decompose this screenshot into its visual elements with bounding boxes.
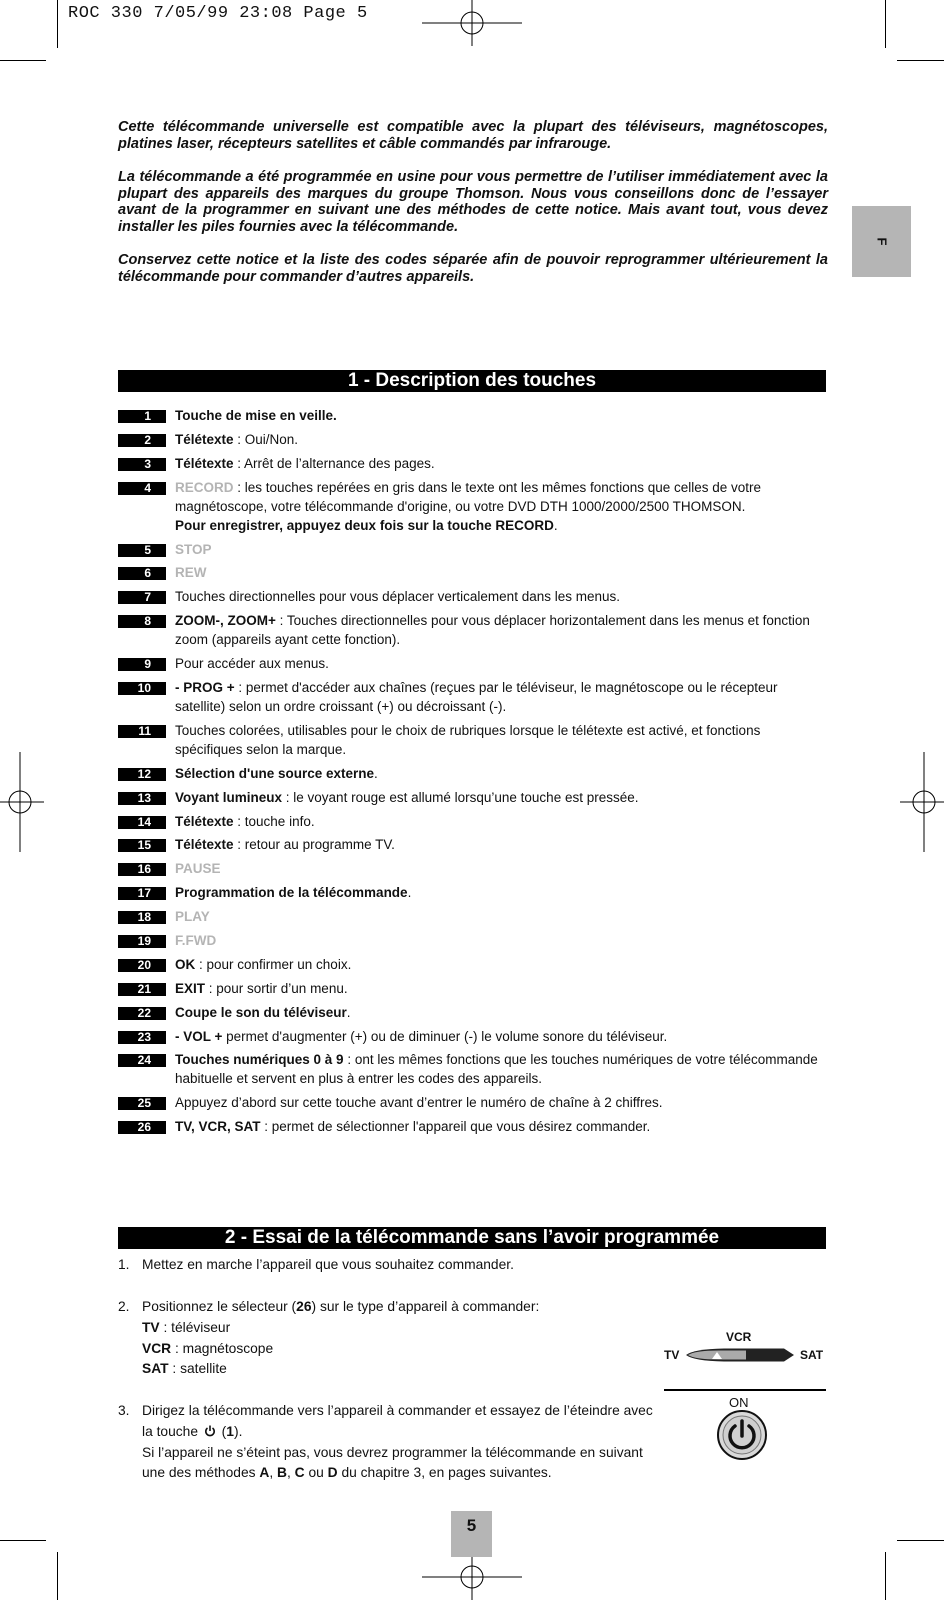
crop-mark bbox=[897, 60, 944, 61]
power-icon bbox=[204, 1425, 216, 1437]
key-row bbox=[118, 1003, 828, 1022]
key-row bbox=[118, 835, 828, 854]
key-row bbox=[118, 788, 828, 807]
language-tab-label: F bbox=[873, 237, 889, 246]
key-description: Sélection d'une source externe. bbox=[175, 765, 378, 781]
key-number-badge: 22 bbox=[118, 1007, 166, 1020]
crop-mark bbox=[885, 1552, 886, 1600]
key-number-badge: 10 bbox=[118, 682, 166, 695]
key-number-badge: 20 bbox=[118, 959, 166, 972]
key-number-badge: 23 bbox=[118, 1031, 166, 1044]
key-description: Pour accéder aux menus. bbox=[175, 656, 329, 672]
key-description: Appuyez d’abord sur cette touche avant d’entrer le numéro de chaîne à 2 chiffres. bbox=[175, 1095, 663, 1111]
key-row bbox=[118, 678, 828, 716]
section-heading: 1 - Description des touches bbox=[118, 370, 826, 392]
divider bbox=[664, 1389, 826, 1391]
key-number-badge: 1 bbox=[118, 410, 166, 423]
selector-label-sat: SAT bbox=[800, 1348, 824, 1362]
intro-paragraph: Conservez cette notice et la liste des codes séparée afin de pouvoir reprogrammer ultérieurement la télécommande pour commander d’autres appareils. bbox=[118, 252, 828, 285]
intro-paragraph: Cette télécommande universelle est compatible avec la plupart des téléviseurs, magnétoscopes, platines laser, récepteurs satellites et câble commandés par infrarouge. bbox=[118, 119, 828, 152]
key-number-badge: 26 bbox=[118, 1121, 166, 1134]
key-row bbox=[118, 1027, 828, 1046]
key-number-badge: 2 bbox=[118, 434, 166, 447]
key-description: Coupe le son du téléviseur. bbox=[175, 1004, 351, 1020]
key-description: PLAY bbox=[175, 909, 210, 925]
key-number-badge: 19 bbox=[118, 935, 166, 948]
key-row bbox=[118, 721, 828, 759]
key-description: EXIT : pour sortir d’un menu. bbox=[175, 980, 348, 996]
key-description: Télétexte : Arrêt de l’alternance des pages. bbox=[175, 455, 435, 471]
key-description: TV, VCR, SAT : permet de sélectionner l'appareil que vous désirez commander. bbox=[175, 1119, 651, 1135]
key-row bbox=[118, 931, 828, 950]
crop-mark bbox=[885, 0, 886, 48]
key-row bbox=[118, 454, 828, 473]
key-row bbox=[118, 883, 828, 902]
on-label: ON bbox=[729, 1395, 749, 1410]
key-row bbox=[118, 654, 828, 673]
key-number-badge: 24 bbox=[118, 1054, 166, 1067]
key-description: - VOL + permet d'augmenter (+) ou de diminuer (-) le volume sonore du téléviseur. bbox=[175, 1028, 668, 1044]
power-button-icon bbox=[716, 1409, 768, 1461]
key-description: Touches numériques 0 à 9 : ont les mêmes fonctions que les touches numériques de votre télécommande habituelle et servent en plus à entrer les codes des appareils. bbox=[175, 1052, 818, 1087]
key-row bbox=[118, 764, 828, 783]
key-number-badge: 9 bbox=[118, 658, 166, 671]
key-number-badge: 15 bbox=[118, 839, 166, 852]
key-number-badge: 7 bbox=[118, 591, 166, 604]
test-steps bbox=[118, 1255, 658, 1276]
key-description: Touche de mise en veille. bbox=[175, 408, 337, 423]
key-description-list bbox=[118, 406, 828, 1141]
on-button-illustration bbox=[712, 1395, 772, 1459]
key-row bbox=[118, 478, 828, 535]
section-heading: 2 - Essai de la télécommande sans l’avoir programmée bbox=[118, 1227, 826, 1249]
key-description: STOP bbox=[175, 541, 212, 557]
key-number-badge: 5 bbox=[118, 544, 166, 557]
key-number-badge: 14 bbox=[118, 816, 166, 829]
key-number-badge: 8 bbox=[118, 615, 166, 628]
registration-mark-icon bbox=[422, 0, 522, 46]
key-number-badge: 3 bbox=[118, 458, 166, 471]
list-item: 3. Dirigez la télécommande vers l’appareil à commander et essayez de l’éteindre avec la touche (1). Si l’appareil ne s’éteint pas, vous devrez programmer la télécommande en suivant une des méthodes A, B, C ou D du chapitre 3, en pages suivantes. bbox=[118, 1403, 653, 1481]
key-row bbox=[118, 979, 828, 998]
key-description: Touches colorées, utilisables pour le choix de rubriques lorsque le télétexte est activé, et fonctions spécifiques selon la marque. bbox=[175, 722, 761, 757]
key-number-badge: 13 bbox=[118, 792, 166, 805]
key-row bbox=[118, 406, 828, 425]
selector-label-vcr: VCR bbox=[726, 1330, 752, 1344]
crop-mark bbox=[897, 1540, 944, 1541]
key-row bbox=[118, 587, 828, 606]
key-row bbox=[118, 430, 828, 449]
key-description: Touches directionnelles pour vous déplacer verticalement dans les menus. bbox=[175, 589, 620, 605]
list-item: 2. Positionnez le sélecteur (26) sur le type d’appareil à commander: TV : téléviseur VCR : magnétoscope SAT : satellite bbox=[118, 1299, 540, 1377]
key-description: Télétexte : Oui/Non. bbox=[175, 431, 299, 447]
key-description: RECORD : les touches repérées en gris dans le texte ont les mêmes fonctions que celles de votre magnétoscope, votre télécommande d'origine, ou votre DVD DTH 1000/2000/2500 THOMSON. Pour enregistrer, appuyez deux fois sur la touche RECORD. bbox=[175, 479, 762, 533]
registration-mark-icon bbox=[422, 1556, 522, 1600]
key-row bbox=[118, 611, 828, 649]
crop-mark bbox=[57, 0, 58, 48]
key-number-badge: 16 bbox=[118, 863, 166, 876]
list-item: 1. Mettez en marche l’appareil que vous souhaitez commander. bbox=[118, 1257, 514, 1272]
test-steps bbox=[118, 1401, 658, 1484]
key-row bbox=[118, 955, 828, 974]
key-row bbox=[118, 812, 828, 831]
key-description: Télétexte : touche info. bbox=[175, 813, 315, 829]
key-description: Télétexte : retour au programme TV. bbox=[175, 837, 395, 853]
crop-mark bbox=[0, 1540, 46, 1541]
key-description: Voyant lumineux : le voyant rouge est allumé lorsqu’une touche est pressée. bbox=[175, 789, 639, 805]
key-description: PAUSE bbox=[175, 861, 221, 877]
test-steps bbox=[118, 1297, 658, 1380]
key-description: OK : pour confirmer un choix. bbox=[175, 956, 352, 972]
key-number-badge: 4 bbox=[118, 482, 166, 495]
crop-mark bbox=[0, 60, 46, 61]
key-number-badge: 21 bbox=[118, 983, 166, 996]
registration-mark-icon bbox=[0, 752, 44, 852]
key-row bbox=[118, 859, 828, 878]
key-row bbox=[118, 1093, 828, 1112]
print-slug: ROC 330 7/05/99 23:08 Page 5 bbox=[68, 4, 368, 23]
key-number-badge: 17 bbox=[118, 887, 166, 900]
key-number-badge: 6 bbox=[118, 567, 166, 580]
key-number-badge: 12 bbox=[118, 768, 166, 781]
crop-mark bbox=[57, 1552, 58, 1600]
key-number-badge: 11 bbox=[118, 725, 166, 738]
key-description: F.FWD bbox=[175, 933, 217, 949]
page-number: 5 bbox=[451, 1511, 492, 1557]
key-row bbox=[118, 907, 828, 926]
key-row bbox=[118, 1117, 828, 1136]
selector-label-tv: TV bbox=[664, 1348, 680, 1362]
language-tab bbox=[852, 206, 911, 277]
key-description: REW bbox=[175, 565, 207, 581]
registration-mark-icon bbox=[900, 752, 944, 852]
device-selector-illustration bbox=[664, 1329, 834, 1379]
key-number-badge: 25 bbox=[118, 1097, 166, 1110]
key-row bbox=[118, 563, 828, 582]
intro-paragraph: La télécommande a été programmée en usine pour vous permettre de l’utiliser immédiatement avec la plupart des appareils des marques du groupe Thomson. Nous vous conseillons donc de l’essayer avant de la programmer en suivant une des méthodes de cette notice. Mais avant tout, vous devez installer les piles fournies avec la télécommande. bbox=[118, 169, 828, 235]
key-description: ZOOM-, ZOOM+ : Touches directionnelles pour vous déplacer horizontalement dans les menus et fonction zoom (appareils ayant cette fonction). bbox=[175, 613, 810, 648]
key-description: Programmation de la télécommande. bbox=[175, 885, 412, 901]
key-number-badge: 18 bbox=[118, 911, 166, 924]
key-description: - PROG + : permet d'accéder aux chaînes (reçues par le téléviseur, le magnétoscope ou le récepteur satellite) selon un ordre croissant (+) ou décroissant (-). bbox=[175, 680, 778, 715]
key-row bbox=[118, 540, 828, 559]
key-row bbox=[118, 1050, 828, 1088]
